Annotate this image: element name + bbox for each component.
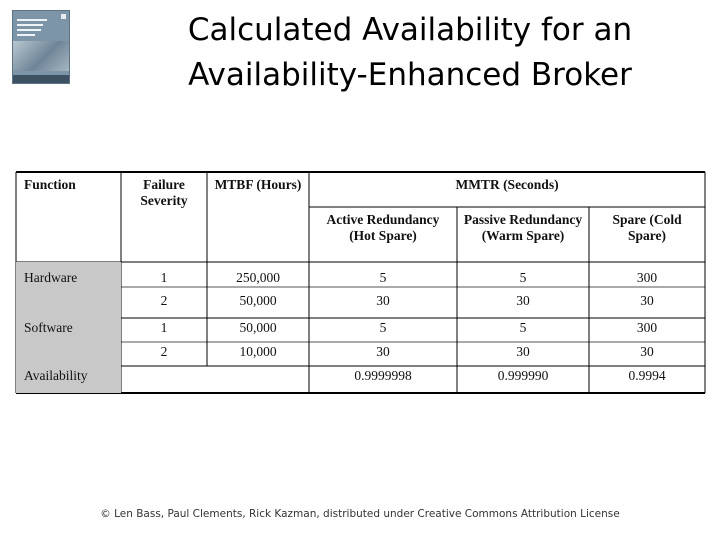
- cell-mtbf: 250,000: [236, 270, 280, 285]
- availability-active: 0.9999998: [354, 368, 412, 383]
- row-function: Hardware: [16, 262, 121, 287]
- cover-image: [13, 41, 69, 71]
- cell-active: 30: [376, 293, 390, 308]
- availability-table: [16, 172, 705, 393]
- cell-spare: 300: [636, 270, 658, 285]
- cell-passive: 5: [519, 320, 527, 335]
- cell-severity: 2: [160, 293, 168, 308]
- cell-mtbf: 10,000: [239, 344, 277, 359]
- table-row: [16, 342, 705, 366]
- table-row: [16, 287, 705, 318]
- header-passive-redundancy: Passive Redundancy (Warm Spare): [463, 212, 583, 243]
- slide-title-line-2: Availability-Enhanced Broker: [188, 57, 632, 93]
- header-function: Function: [24, 177, 76, 192]
- header-mmtr: MMTR (Seconds): [455, 177, 559, 192]
- row-function: [16, 287, 121, 318]
- header-mtbf: MTBF (Hours): [214, 177, 302, 192]
- cell-passive: 30: [516, 344, 530, 359]
- copyright-notice: © Len Bass, Paul Clements, Rick Kazman, distributed under Creative Commons Attribution License: [100, 508, 620, 520]
- cell-severity: 2: [160, 344, 168, 359]
- cell-passive: 5: [519, 270, 527, 285]
- header-active-redundancy: Active Redundancy (Hot Spare): [326, 212, 440, 243]
- cell-spare: 30: [640, 293, 654, 308]
- cell-mtbf: 50,000: [239, 320, 277, 335]
- row-function: [16, 342, 121, 366]
- availability-spare: 0.9994: [628, 368, 666, 383]
- availability-blank: [121, 366, 309, 393]
- header-spare: Spare (Cold Spare): [612, 212, 682, 243]
- cell-spare: 30: [640, 344, 654, 359]
- table-header-row: [16, 172, 705, 207]
- header-failure-severity: Failure Severity: [140, 177, 188, 208]
- cell-severity: 1: [160, 270, 168, 285]
- availability-label: Availability: [16, 366, 121, 393]
- cell-active: 5: [379, 270, 387, 285]
- availability-passive: 0.999990: [497, 368, 549, 383]
- publisher-mark: [61, 14, 66, 19]
- slide-title-line-1: Calculated Availability for an: [187, 12, 633, 48]
- cell-passive: 30: [516, 293, 530, 308]
- cell-active: 5: [379, 320, 387, 335]
- row-function: Software: [16, 318, 121, 342]
- cell-active: 30: [376, 344, 390, 359]
- cell-mtbf: 50,000: [239, 293, 277, 308]
- table-row: [16, 318, 705, 342]
- table-row: [16, 262, 705, 287]
- book-cover-thumbnail: [12, 10, 70, 84]
- cell-severity: 1: [160, 320, 168, 335]
- slide-title: [100, 8, 720, 98]
- availability-row: [16, 366, 705, 393]
- cell-spare: 300: [636, 320, 658, 335]
